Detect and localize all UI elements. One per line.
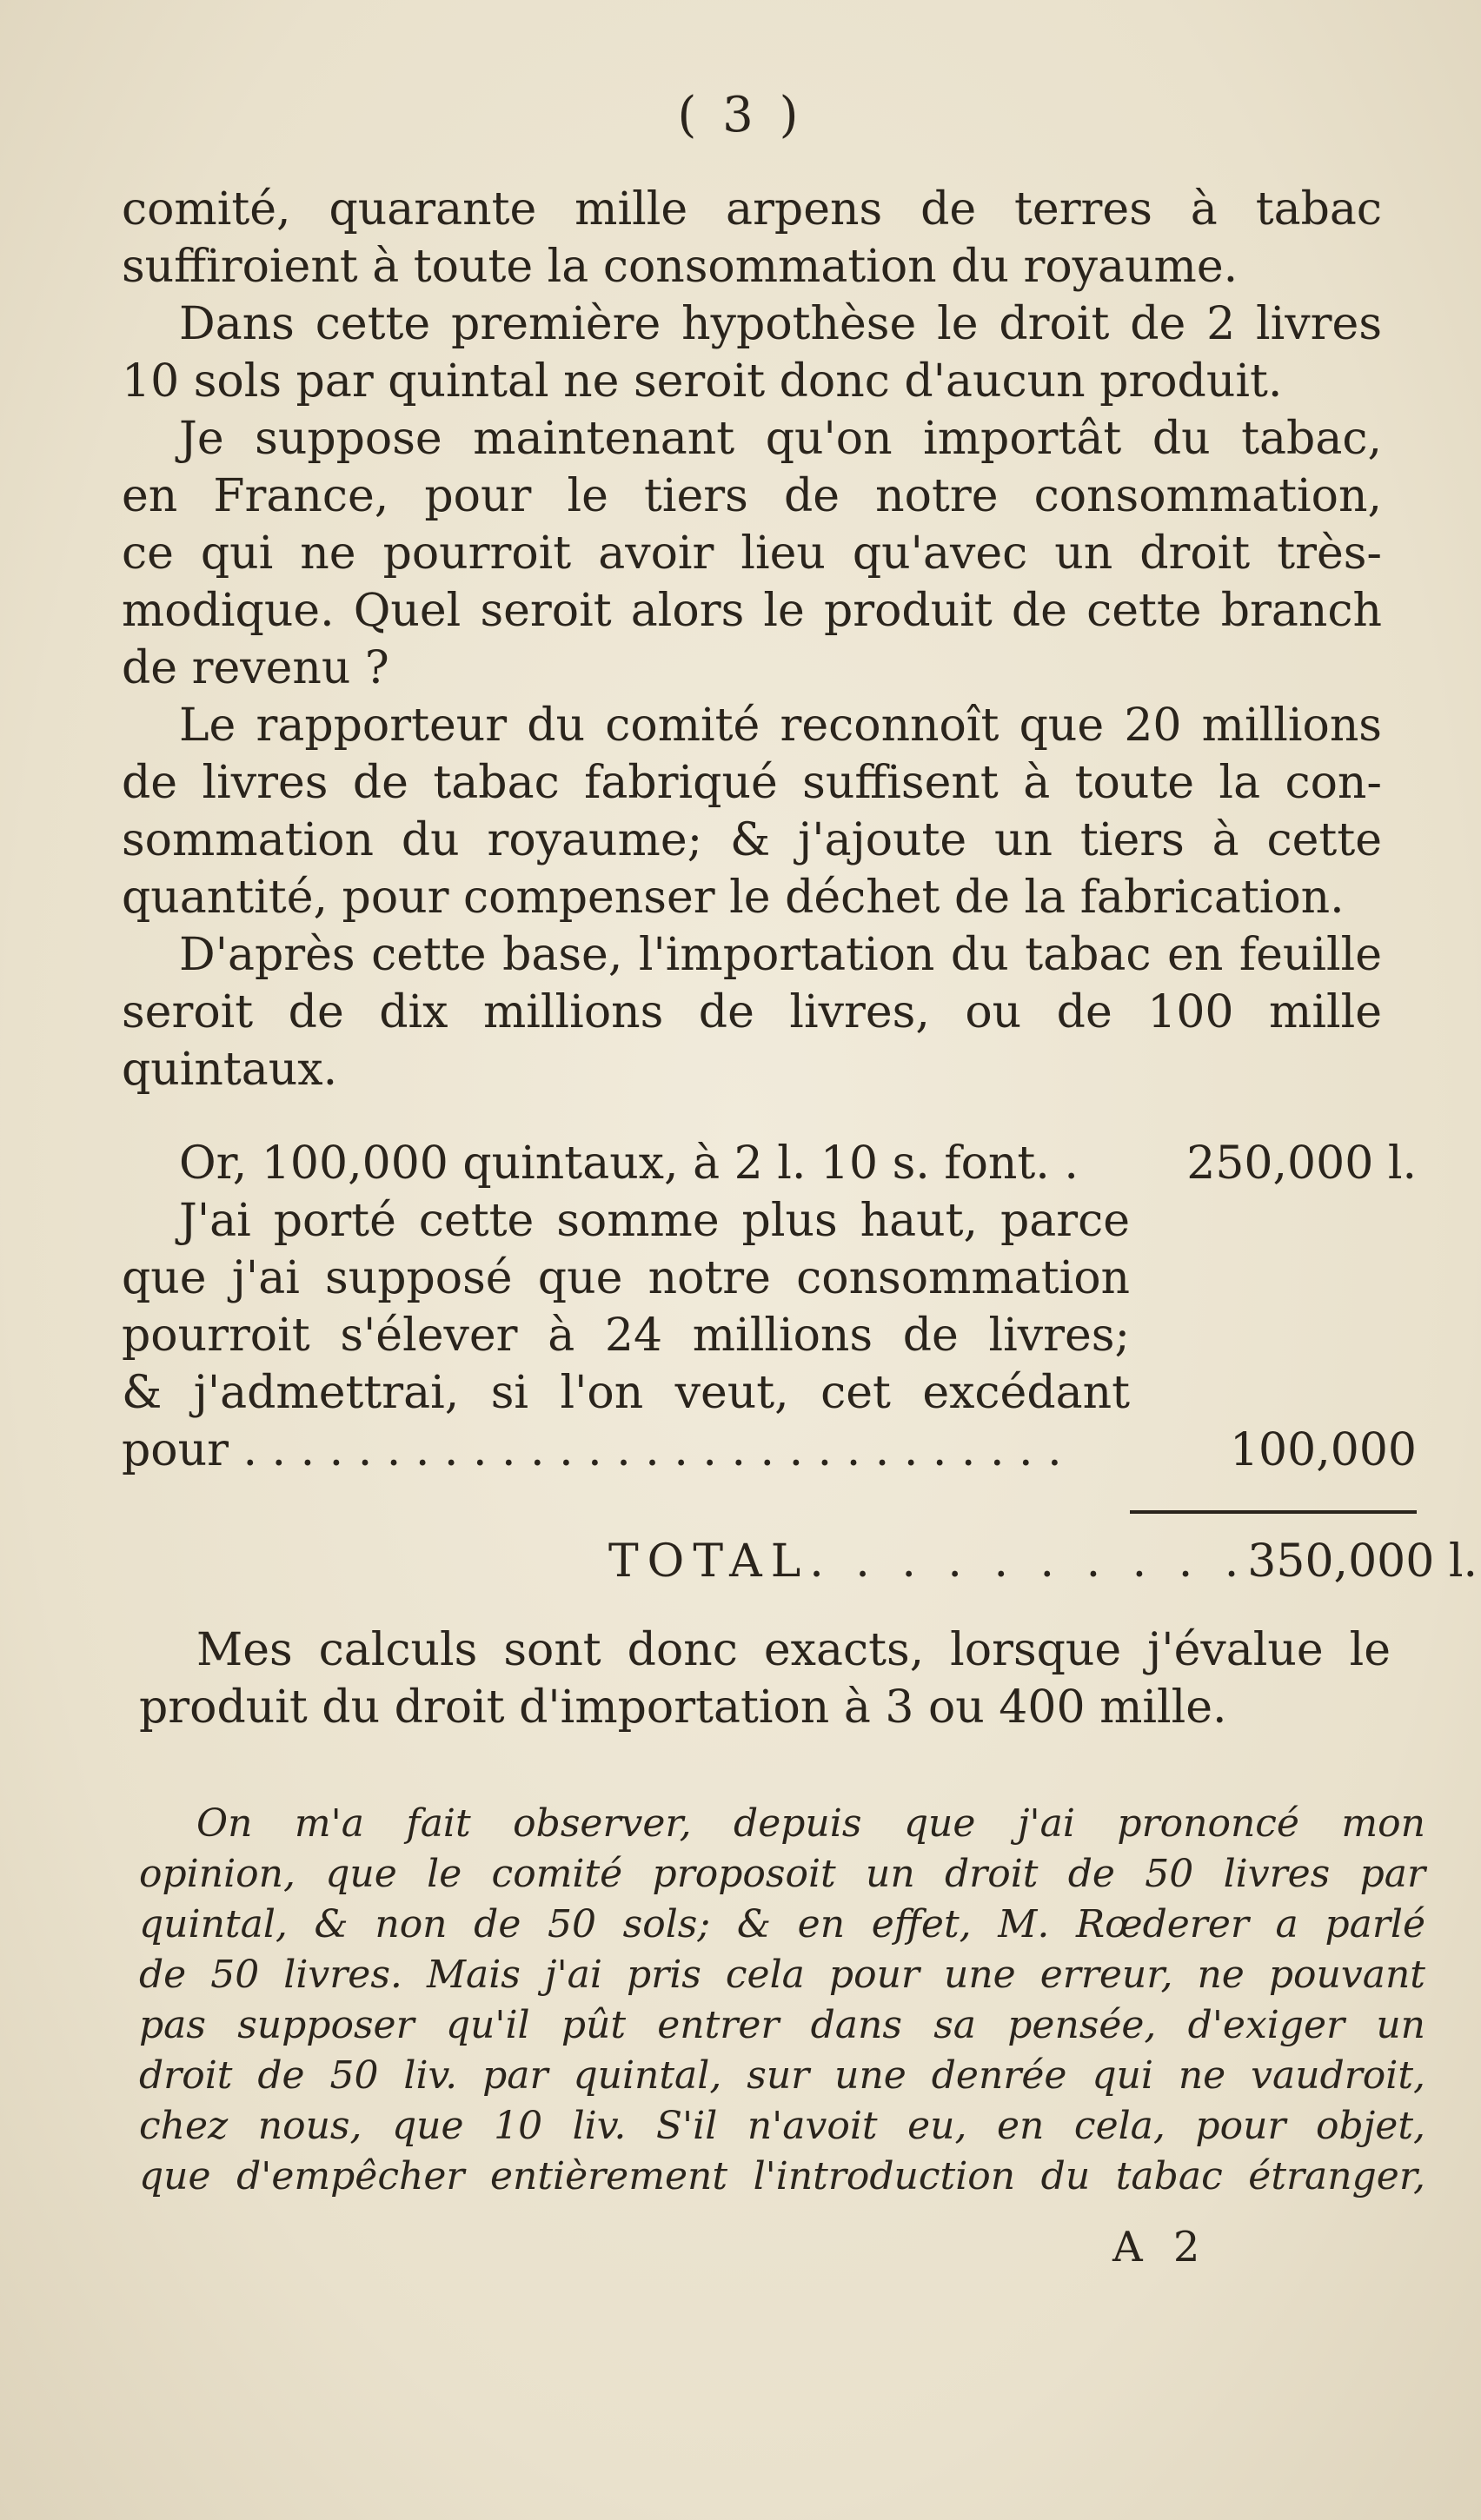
text-line: Je suppose maintenant qu'on importât du tabac, bbox=[179, 413, 1382, 465]
text-line: ce qui ne pourroit avoir lieu qu'avec un droit très- bbox=[122, 527, 1382, 580]
note-line: droit de 50 liv. par quintal, sur une denrée qui ne vaudroit, bbox=[139, 2053, 1425, 2098]
text-line: quantité, pour compenser le déchet de la fabrication. bbox=[122, 872, 1345, 924]
text-line: Mes calculs sont donc exacts, lorsque j'évalue le bbox=[196, 1624, 1391, 1676]
text-line: en France, pour le tiers de notre consommation, bbox=[122, 470, 1382, 522]
sum-rule bbox=[1130, 1510, 1417, 1514]
calc-line-amount: 100,000 bbox=[1229, 1424, 1417, 1476]
text-line: que j'ai supposé que notre consommation bbox=[122, 1252, 1130, 1304]
text-line: & j'admettrai, si l'on veut, cet excédant bbox=[122, 1367, 1130, 1419]
italic-note bbox=[139, 1799, 1425, 2202]
body-text bbox=[122, 181, 1382, 1098]
text-line: modique. Quel seroit alors le produit de cette branch bbox=[122, 585, 1382, 637]
note-line: de 50 livres. Mais j'ai pris cela pour une erreur, ne pouvant bbox=[139, 1953, 1425, 1997]
text-line: produit du droit d'importation à 3 ou 400 mille. bbox=[139, 1681, 1227, 1734]
note-line: opinion, que le comité proposoit un droit de 50 livres par bbox=[139, 1852, 1425, 1896]
text-line: sommation du royaume; & j'ajoute un tiers à cette bbox=[122, 814, 1382, 866]
calc-row bbox=[122, 1422, 1417, 1479]
text-line: quintaux. bbox=[122, 1044, 338, 1096]
page-number: ( 3 ) bbox=[677, 87, 804, 143]
text-line: de revenu ? bbox=[122, 642, 389, 694]
note-line: pas supposer qu'il pût entrer dans sa pensée, d'exiger un bbox=[139, 2003, 1425, 2047]
note-line: chez nous, que 10 liv. S'il n'avoit eu, en cela, pour objet, bbox=[139, 2104, 1425, 2148]
calc-explanation bbox=[122, 1192, 1130, 1422]
text-line: comité, quarante mille arpens de terres à tabac bbox=[122, 183, 1382, 235]
text-line: pourroit s'élever à 24 millions de livres; bbox=[122, 1310, 1130, 1362]
text-line: seroit de dix millions de livres, ou de 100 mille bbox=[122, 986, 1382, 1038]
note-line: que d'empêcher entièrement l'introduction du tabac étranger, bbox=[139, 2154, 1425, 2198]
text-line: de livres de tabac fabriqué suffisent à toute la con- bbox=[122, 757, 1382, 809]
text-line: D'après cette base, l'importation du tabac en feuille bbox=[179, 929, 1382, 981]
text-line: suffiroient à toute la consommation du royaume. bbox=[122, 241, 1239, 293]
calc-row bbox=[122, 1135, 1417, 1192]
calc-line-text: pour . . . . . . . . . . . . . . . . . . . . . . . . . . . . . bbox=[122, 1424, 1062, 1476]
total-amount: 350,000 l. bbox=[1247, 1535, 1478, 1588]
calculation-block bbox=[122, 1135, 1417, 1479]
text-line: 10 sols par quintal ne seroit donc d'aucun produit. bbox=[122, 355, 1283, 408]
note-line: quintal, & non de 50 sols; & en effet, M. Rœderer a parlé bbox=[139, 1902, 1425, 1946]
text-line: Dans cette première hypothèse le droit de 2 livres bbox=[179, 298, 1382, 350]
text-line: Le rapporteur du comité reconnoît que 20 millions bbox=[179, 700, 1382, 752]
text-line: J'ai porté cette somme plus haut, parce bbox=[179, 1195, 1130, 1247]
conclusion bbox=[139, 1621, 1391, 1736]
total-row bbox=[608, 1533, 1478, 1590]
total-label: TOTAL. . . . . . . . . . bbox=[608, 1535, 1248, 1588]
calc-line-text: Or, 100,000 quintaux, à 2 l. 10 s. font. . bbox=[179, 1137, 1079, 1190]
signature-mark: A 2 bbox=[1112, 2223, 1209, 2271]
calc-line-amount: 250,000 l. bbox=[1186, 1137, 1417, 1190]
note-line: On m'a fait observer, depuis que j'ai prononcé mon bbox=[196, 1801, 1425, 1846]
